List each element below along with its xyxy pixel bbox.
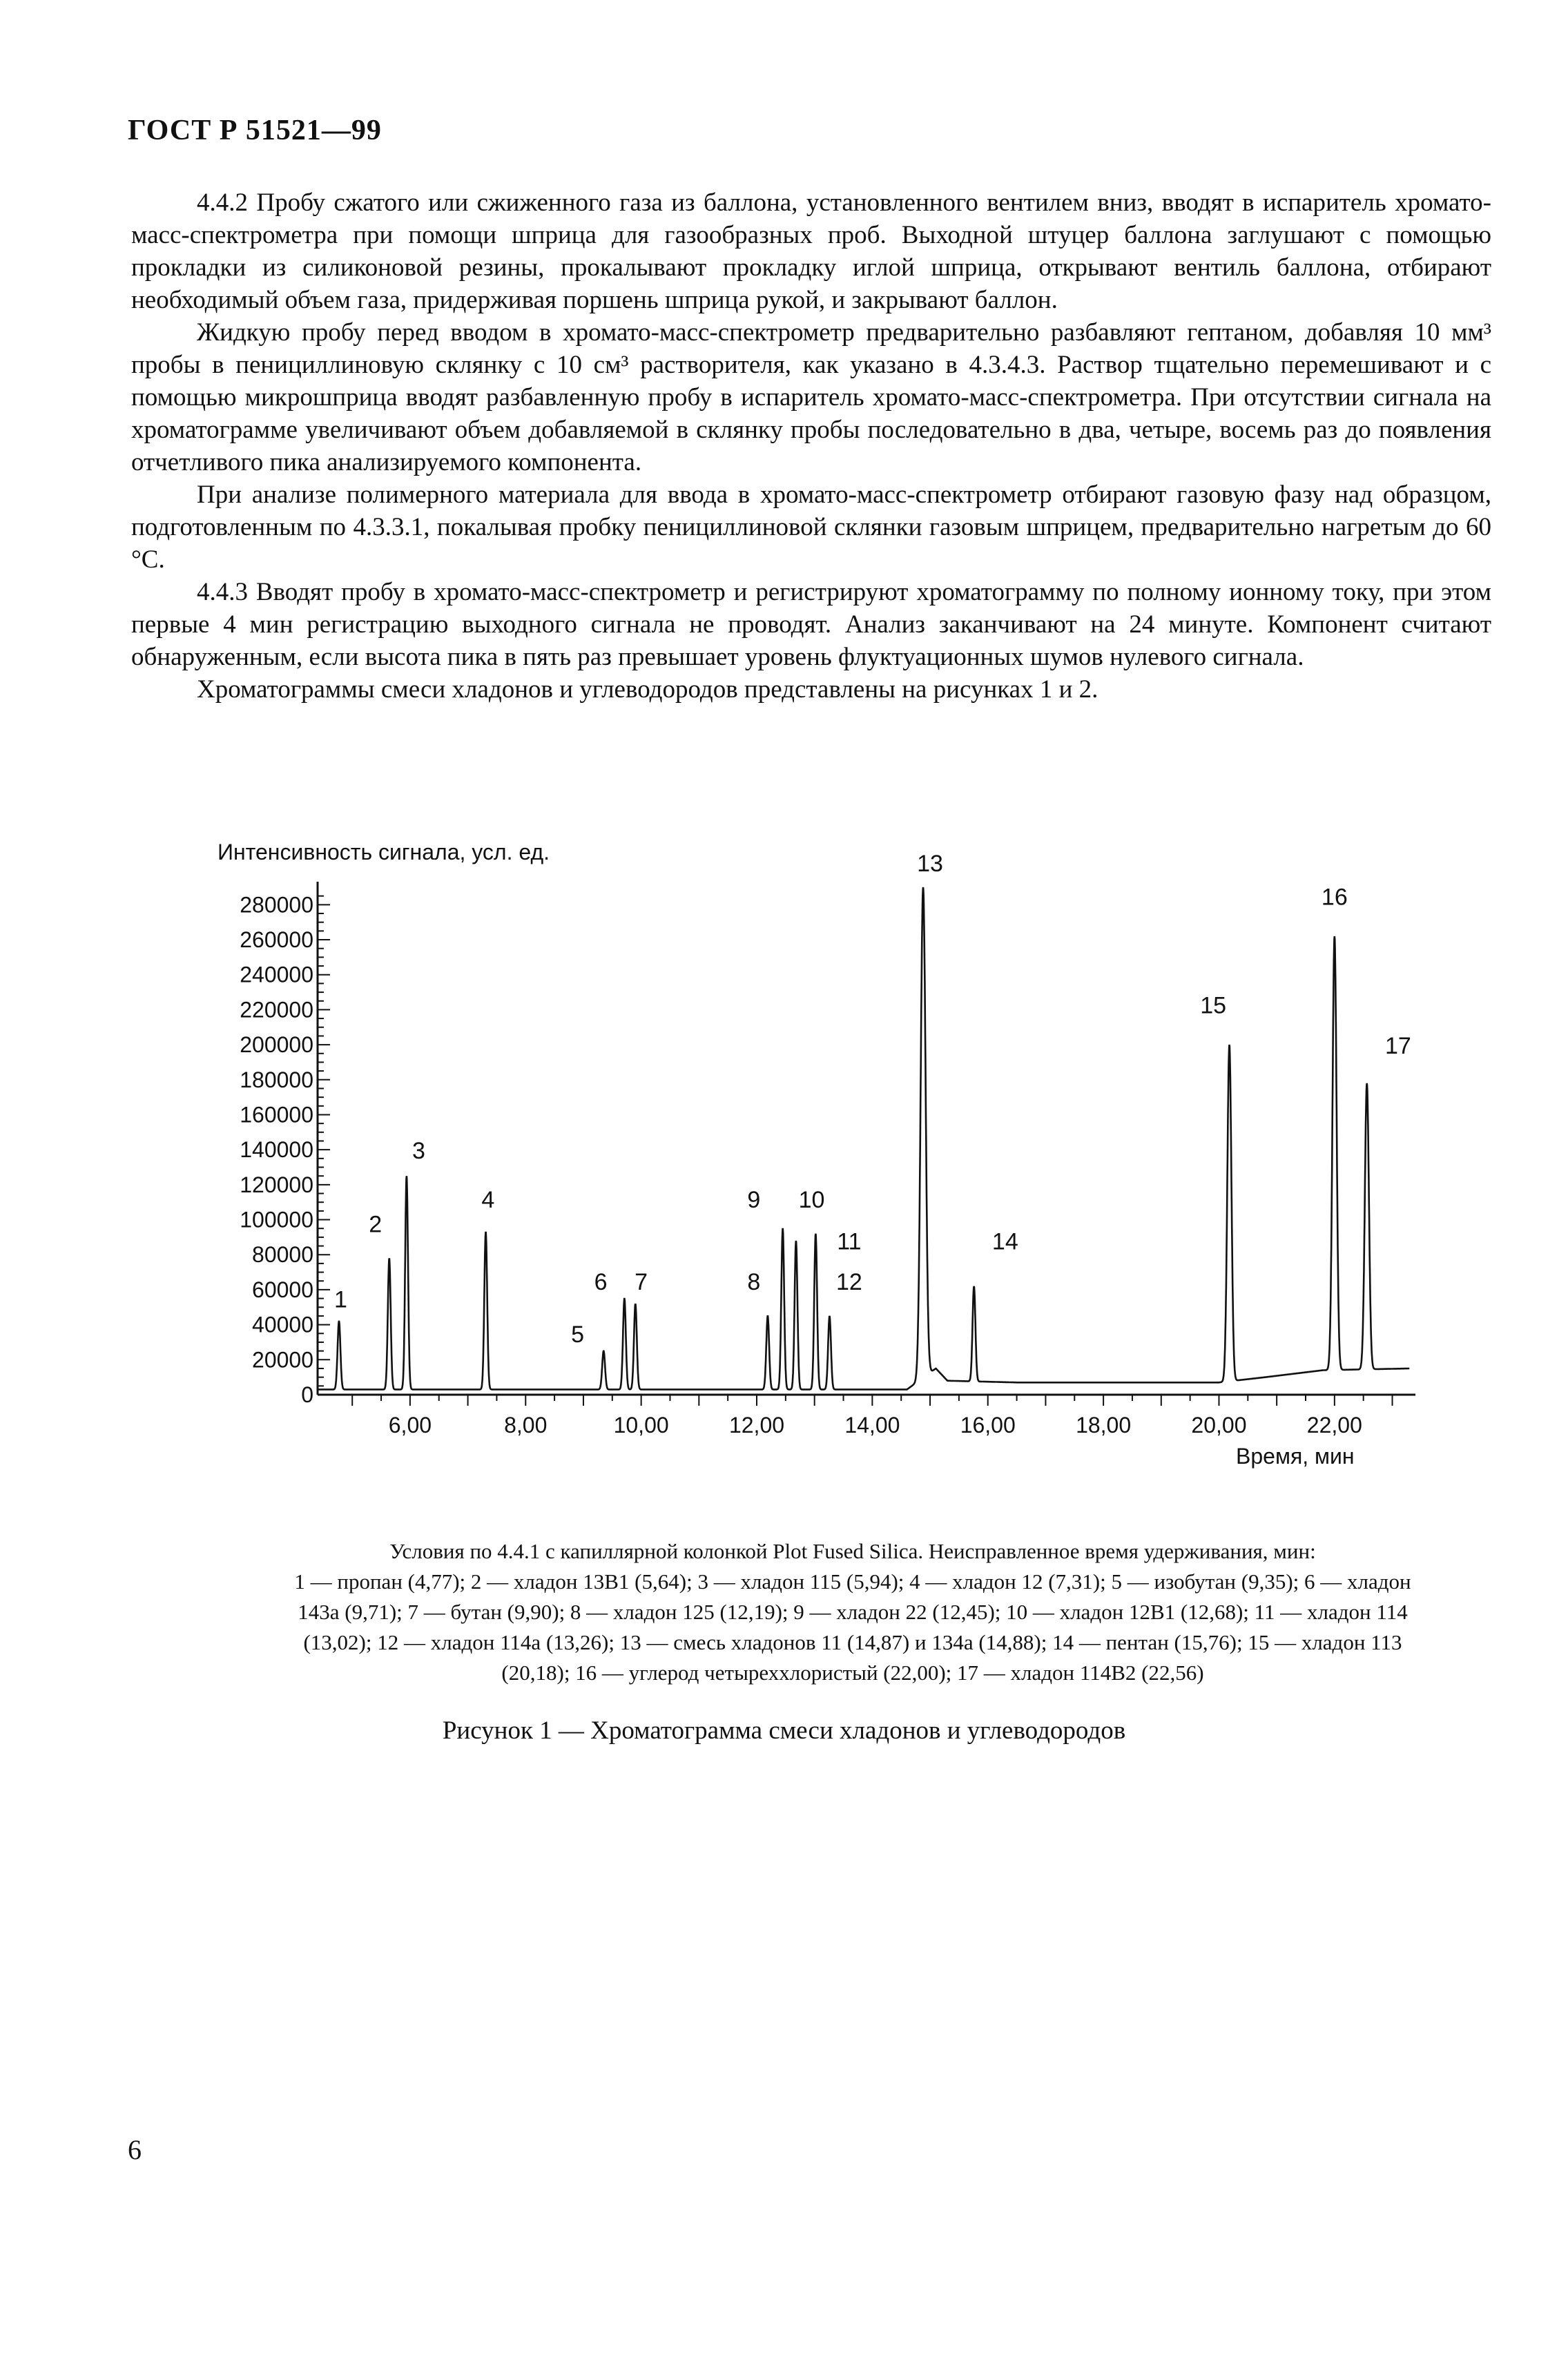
peak-label-15: 15 — [1200, 992, 1227, 1019]
x-tick-label: 10,00 — [613, 1413, 669, 1438]
peak-label-12: 12 — [835, 1268, 862, 1295]
y-tick-label: 200000 — [240, 1032, 313, 1058]
y-tick-label: 20000 — [252, 1347, 313, 1373]
y-tick-label: 0 — [301, 1382, 313, 1407]
y-tick-label: 40000 — [252, 1312, 313, 1337]
paragraph-chromatograms-intro: Хроматограммы смеси хладонов и углеводородов представлены на рисунках 1 и 2. — [197, 675, 1098, 704]
peak-label-17: 17 — [1384, 1032, 1411, 1059]
x-tick-label: 6,00 — [388, 1413, 432, 1438]
y-tick-label: 260000 — [240, 927, 313, 953]
figure-caption: Рисунок 1 — Хроматограмма смеси хладонов и углеводородов — [442, 1716, 1126, 1745]
paragraph-4-4-2: 4.4.2 Пробу сжатого или сжиженного газа из баллона, установленного вентилем вниз, вводят в испаритель хромато-масс-спектрометра при помощи шприца для газообразных проб. Выходной штуцер баллона заглушают с помощью прокладки из силиконовой резины, прокалывают прокладку иглой шприца, открывают вентиль баллона, отбирают необходимый объем газа, придерживая поршень шприца рукой, и закрывают баллон. — [131, 188, 1491, 314]
peak-label-6: 6 — [594, 1268, 608, 1295]
document-header: ГОСТ Р 51521—99 — [128, 115, 382, 146]
y-tick-label: 120000 — [240, 1172, 313, 1197]
body-text — [131, 186, 1491, 706]
y-tick-label: 240000 — [240, 962, 313, 987]
peak-label-3: 3 — [412, 1137, 425, 1164]
chromatogram-svg — [207, 839, 1450, 1481]
peak-label-8: 8 — [747, 1268, 761, 1295]
y-tick-label: 100000 — [240, 1207, 313, 1232]
peak-label-13: 13 — [917, 851, 943, 878]
peak-label-2: 2 — [369, 1211, 383, 1238]
chromatogram-trace — [318, 887, 1409, 1389]
peak-label-11: 11 — [837, 1228, 862, 1255]
y-tick-label: 220000 — [240, 997, 313, 1023]
x-tick-label: 14,00 — [844, 1413, 900, 1438]
y-tick-label: 60000 — [252, 1277, 313, 1302]
peak-label-5: 5 — [571, 1321, 585, 1348]
x-tick-label: 22,00 — [1306, 1413, 1362, 1438]
legend-line: Условия по 4.4.1 с капиллярной колонкой Plot Fused Silica. Неисправленное время удерживания, мин: — [389, 1539, 1316, 1563]
y-tick-label: 140000 — [240, 1137, 313, 1163]
x-tick-label: 8,00 — [504, 1413, 548, 1438]
y-tick-label: 80000 — [252, 1242, 313, 1268]
legend-line: (13,02); 12 — хладон 114а (13,26); 13 — смесь хладонов 11 (14,87) и 134а (14,88); 14 — пентан (15,76); 15 — хладон 113 — [303, 1630, 1402, 1654]
y-tick-label: 180000 — [240, 1067, 313, 1092]
peak-label-7: 7 — [635, 1268, 648, 1295]
paragraph-liquid-sample: Жидкую пробу перед вводом в хромато-масс-спектрометр предварительно разбавляют гептаном, добавляя 10 мм³ пробы в пенициллиновую склянку с 10 см³ растворителя, как указано в 4.3.4.3. Раствор тщательно перемешивают и с помощью микрошприца вводят разбавленную пробу в испаритель хромато-масс-спектрометра. При отсутствии сигнала на хроматограмме увеличивают объем добавляемой в склянку пробы последовательно в два, четыре, восемь раз до появления отчетливого пика анализируемого компонента. — [131, 318, 1491, 476]
peak-label-14: 14 — [991, 1228, 1018, 1255]
peak-label-4: 4 — [481, 1186, 495, 1213]
peak-label-10: 10 — [798, 1186, 825, 1213]
x-tick-label: 16,00 — [960, 1413, 1016, 1438]
chromatogram-line — [318, 887, 1409, 1389]
chromatogram-chart — [207, 839, 1450, 1481]
peak-label-9: 9 — [747, 1186, 761, 1213]
peak-label-16: 16 — [1321, 884, 1348, 911]
y-tick-label: 160000 — [240, 1102, 313, 1128]
x-tick-label: 20,00 — [1191, 1413, 1247, 1438]
y-tick-label: 280000 — [240, 892, 313, 918]
peak-labels — [334, 851, 1411, 1348]
peak-label-1: 1 — [334, 1286, 347, 1313]
x-axis-label: Время, мин — [1236, 1444, 1355, 1469]
legend-line: (20,18); 16 — углерод четыреххлористый (22,00); 17 — хладон 114В2 (22,56) — [501, 1661, 1204, 1685]
legend-line: 143а (9,71); 7 — бутан (9,90); 8 — хладон 125 (12,19); 9 — хладон 22 (12,45); 10 — хладон 12В1 (12,68); 11 — хладон 114 — [298, 1600, 1408, 1624]
paragraph-polymer-material: При анализе полимерного материала для ввода в хромато-масс-спектрометр отбирают газовую фазу над образцом, подготовленным по 4.3.3.1, покалывая пробку пенициллиновой склянки газовым шприцем, предварительно нагретым до 60 °С. — [131, 481, 1491, 574]
figure-legend — [235, 1536, 1471, 1688]
page-number: 6 — [128, 2134, 142, 2165]
y-axis-label: Интенсивность сигнала, усл. ед. — [217, 840, 550, 864]
paragraph-4-4-3: 4.4.3 Вводят пробу в хромато-масс-спектрометр и регистрируют хроматограмму по полному ионному току, при этом первые 4 мин регистрацию выходного сигнала не проводят. Анализ заканчивают на 24 минуте. Компонент считают обнаруженным, если высота пика в пять раз превышает уровень флуктуационных шумов нулевого сигнала. — [131, 578, 1491, 671]
legend-line: 1 — пропан (4,77); 2 — хладон 13В1 (5,64); 3 — хладон 115 (5,94); 4 — хладон 12 (7,31); 5 — изобутан (9,35); 6 — хладон — [294, 1569, 1411, 1594]
x-tick-label: 12,00 — [728, 1413, 785, 1438]
x-tick-label: 18,00 — [1076, 1413, 1132, 1438]
